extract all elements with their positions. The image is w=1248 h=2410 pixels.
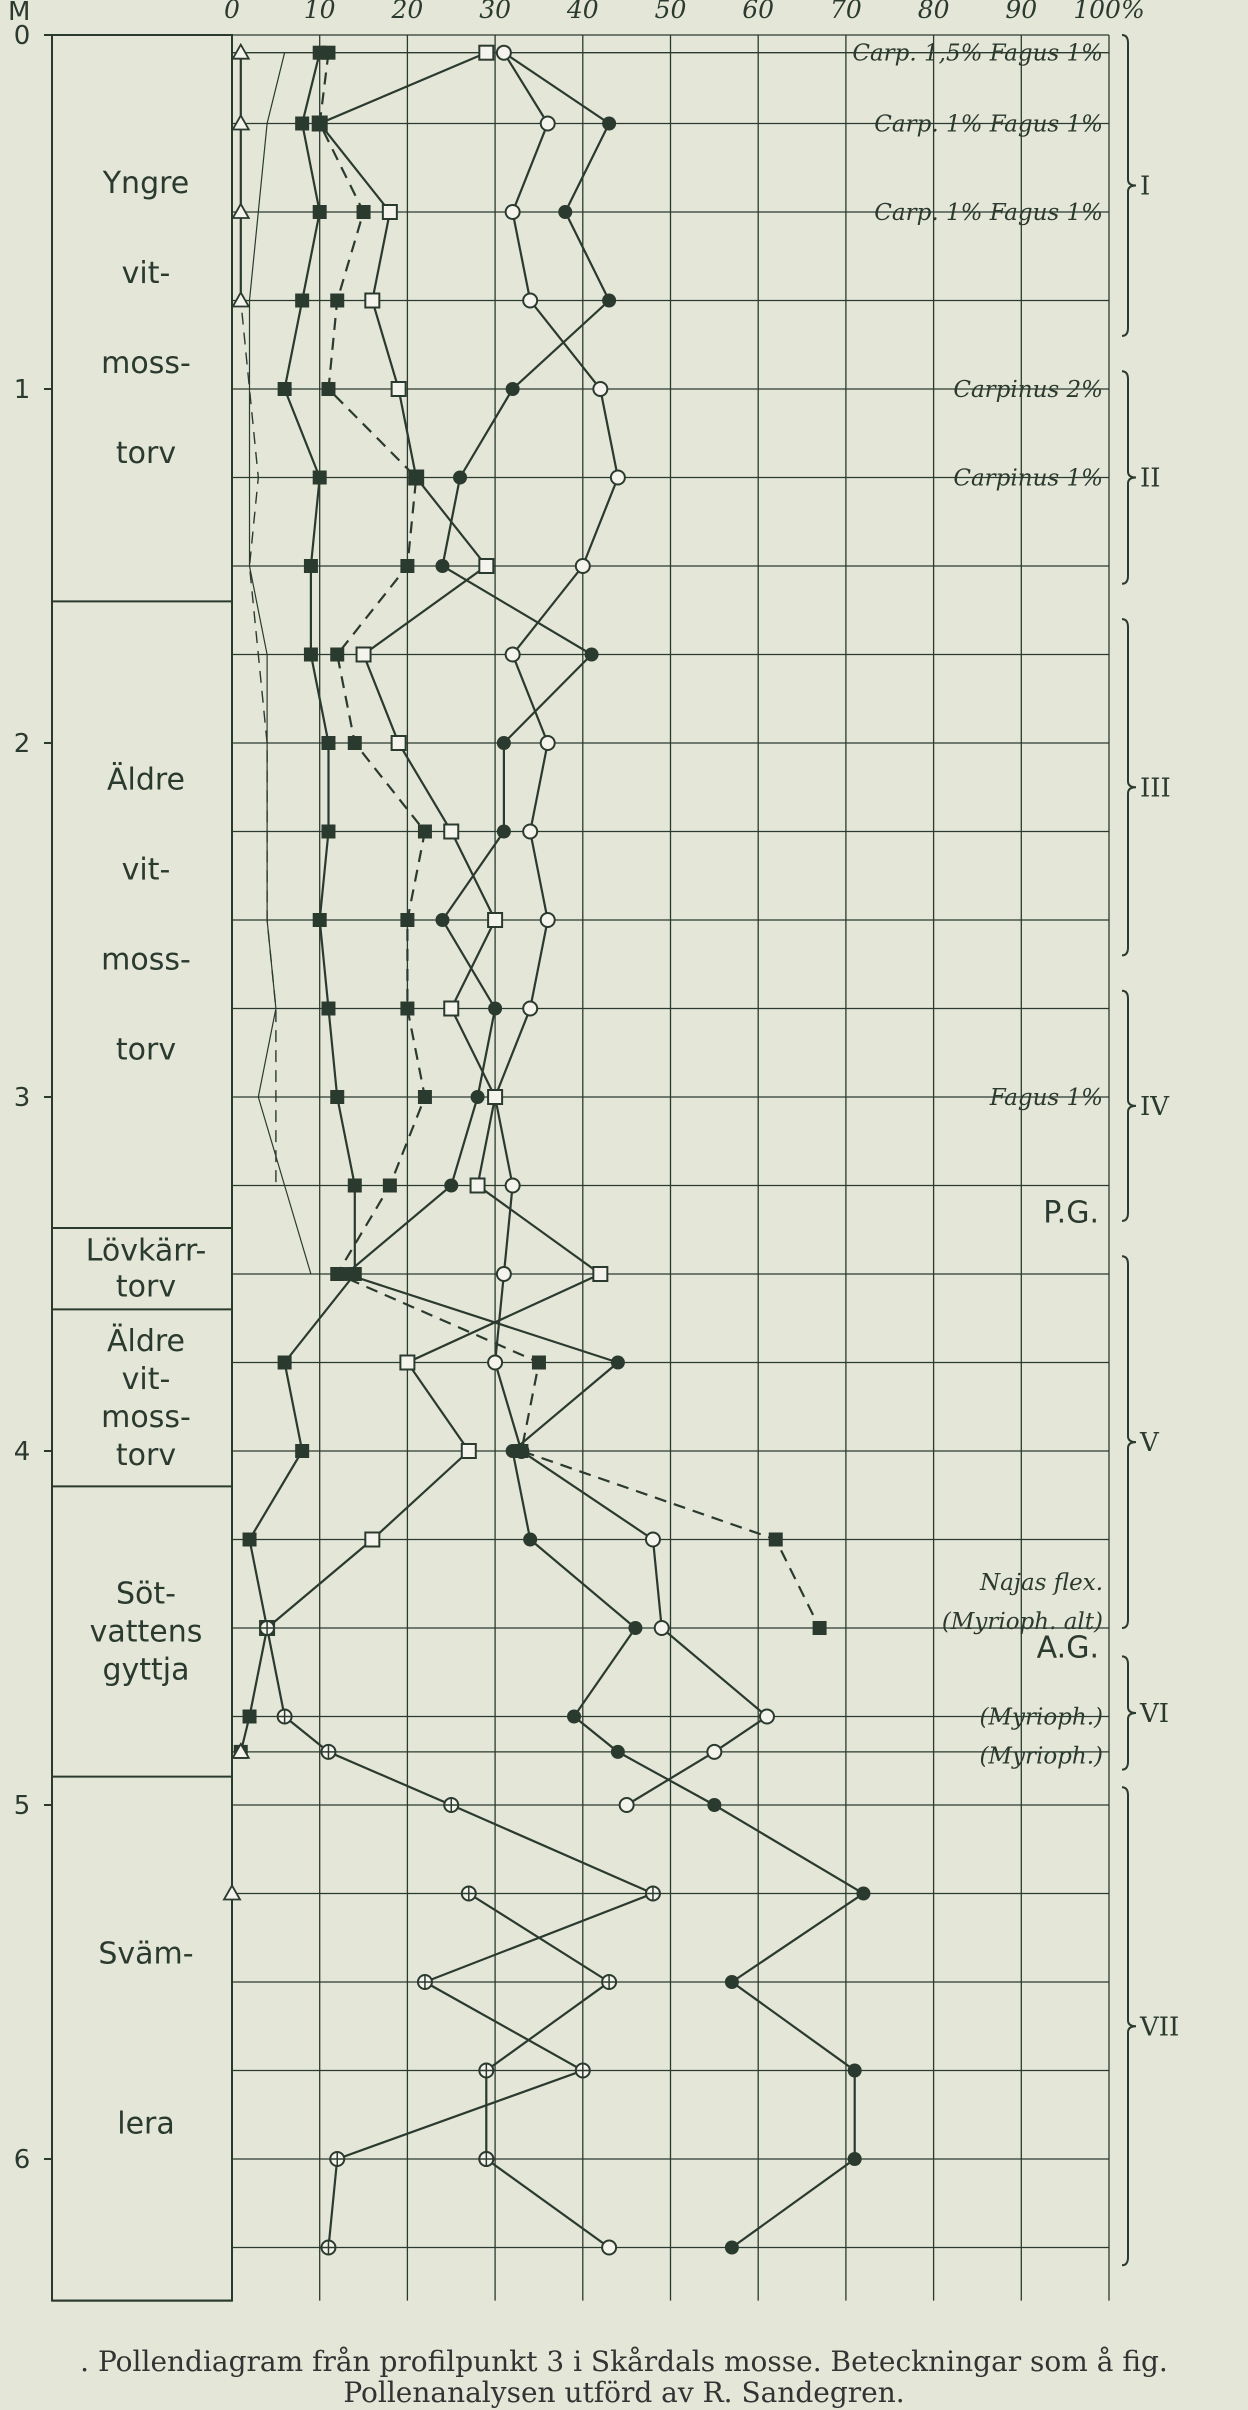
- data-point-filled-circle: [856, 1887, 870, 1901]
- x-tick-label: 30: [479, 0, 512, 24]
- data-point-open-square: [479, 559, 493, 573]
- data-point-filled-square-dashed: [418, 1090, 432, 1104]
- annotation-label: (Myrioph. alt): [941, 1608, 1103, 1635]
- data-point-open-circle: [593, 382, 607, 396]
- data-point-filled-circle: [435, 559, 449, 573]
- x-tick-label: 10: [303, 0, 336, 24]
- data-point-open-square: [383, 205, 397, 219]
- data-point-open-square: [357, 648, 371, 662]
- data-point-filled-circle: [725, 2241, 739, 2255]
- data-point-open-circle: [707, 1745, 721, 1759]
- data-point-open-square: [392, 382, 406, 396]
- zone-label: IV: [1140, 1091, 1170, 1122]
- data-point-filled-square: [304, 559, 318, 573]
- series-line-open-triangle: [232, 53, 241, 1894]
- data-point-open-circle: [646, 1533, 660, 1547]
- data-point-filled-square-dashed: [383, 1179, 397, 1193]
- data-point-cross-circle: [646, 1887, 660, 1901]
- data-point-open-circle: [523, 825, 537, 839]
- zone-bracket: [1122, 1656, 1136, 1769]
- strata-label: torv: [115, 1032, 177, 1068]
- data-point-filled-circle: [497, 825, 511, 839]
- annotation-label: (Myrioph.): [979, 1704, 1103, 1731]
- zone-bracket: [1122, 1256, 1136, 1628]
- data-point-cross-circle-b: [602, 1975, 616, 1989]
- strata-label: vit-: [121, 256, 171, 292]
- annotation-label: Carp. 1% Fagus 1%: [874, 111, 1103, 138]
- data-point-open-circle: [655, 1621, 669, 1635]
- data-point-open-circle: [541, 736, 555, 750]
- series-line-open-square: [267, 53, 600, 1628]
- y-tick-label: 1: [13, 375, 31, 405]
- annotation-label: Carp. 1,5% Fagus 1%: [852, 40, 1103, 67]
- data-point-filled-square-dashed: [418, 825, 432, 839]
- data-point-cross-circle-b: [479, 2064, 493, 2078]
- zone-label: I: [1140, 171, 1151, 202]
- data-point-cross-circle-b: [462, 1887, 476, 1901]
- data-point-filled-square: [295, 117, 309, 131]
- data-point-cross-circle: [278, 1710, 292, 1724]
- data-point-open-square: [593, 1267, 607, 1281]
- data-point-filled-circle: [725, 1975, 739, 1989]
- data-point-filled-circle: [585, 648, 599, 662]
- x-tick-label: 0: [224, 0, 240, 24]
- strata-label: Äldre: [106, 762, 186, 798]
- data-point-filled-square-dashed: [769, 1533, 783, 1547]
- data-point-open-square: [365, 294, 379, 308]
- data-point-open-circle: [620, 1798, 634, 1812]
- caption-line-2: Pollenanalysen utförd av R. Sandegren.: [343, 2376, 905, 2409]
- data-point-cross-circle: [321, 1745, 335, 1759]
- data-point-filled-square: [295, 294, 309, 308]
- x-tick-label: 70: [829, 0, 862, 24]
- data-point-open-square: [479, 46, 493, 60]
- data-point-filled-square: [304, 648, 318, 662]
- data-point-filled-square: [321, 1002, 335, 1016]
- strata-label: gyttja: [102, 1652, 190, 1688]
- y-axis-label: M: [8, 0, 31, 27]
- data-point-filled-square-dashed: [357, 205, 371, 219]
- y-tick-label: 2: [13, 729, 31, 759]
- zone-label: V: [1140, 1428, 1159, 1459]
- data-point-filled-square-dashed: [330, 1267, 344, 1281]
- data-point-open-circle: [611, 471, 625, 485]
- data-point-open-triangle: [233, 45, 249, 59]
- strata-label: Lövkärr-: [85, 1233, 207, 1269]
- zone-bracket: [1122, 991, 1136, 1221]
- data-point-filled-square: [278, 382, 292, 396]
- y-tick-label: 0: [13, 21, 31, 51]
- zone-label: VII: [1140, 2012, 1180, 2043]
- data-point-open-square: [462, 1444, 476, 1458]
- data-point-cross-circle: [576, 2064, 590, 2078]
- data-point-filled-circle: [602, 294, 616, 308]
- boundary-marker-label: P.G.: [1043, 1195, 1099, 1231]
- annotation-label: (Myrioph.): [979, 1743, 1103, 1770]
- data-point-filled-square: [348, 1179, 362, 1193]
- data-point-filled-circle: [506, 382, 520, 396]
- data-point-filled-square: [321, 825, 335, 839]
- annotation-label: Carp. 1% Fagus 1%: [874, 200, 1103, 226]
- series-line-open-circle: [486, 53, 767, 2248]
- data-point-cross-circle: [321, 2241, 335, 2255]
- x-tick-label: 40: [566, 0, 599, 24]
- series-line-filled-circle: [346, 53, 863, 2248]
- x-tick-label: 100%: [1073, 0, 1145, 24]
- strata-label: moss-: [101, 1399, 191, 1435]
- data-point-open-circle: [506, 648, 520, 662]
- data-point-filled-circle: [471, 1090, 485, 1104]
- data-point-open-square: [488, 1090, 502, 1104]
- data-point-filled-square-dashed: [813, 1621, 827, 1635]
- data-point-filled-circle: [453, 471, 467, 485]
- strata-label: moss-: [101, 346, 191, 382]
- strata-label: vit-: [121, 852, 171, 888]
- x-tick-label: 50: [654, 0, 687, 24]
- x-tick-label: 20: [391, 0, 424, 24]
- zone-bracket: [1122, 371, 1136, 583]
- data-point-filled-square-dashed: [348, 736, 362, 750]
- series-line-thin-line: [250, 53, 311, 1274]
- data-point-filled-square: [278, 1356, 292, 1370]
- data-point-filled-square-dashed: [330, 648, 344, 662]
- data-point-filled-circle: [444, 1179, 458, 1193]
- series-line-cross-circle: [267, 1628, 653, 2248]
- data-point-open-triangle: [233, 204, 249, 218]
- data-point-filled-circle: [567, 1710, 581, 1724]
- data-point-cross-circle: [260, 1621, 274, 1635]
- y-tick-label: 6: [13, 2145, 31, 2175]
- strata-label: lera: [117, 2106, 175, 2142]
- data-point-filled-square-dashed: [400, 913, 414, 927]
- strata-label: torv: [115, 436, 177, 472]
- strata-label: Söt-: [116, 1576, 176, 1612]
- y-tick-label: 5: [13, 1791, 31, 1821]
- data-point-filled-square-dashed: [409, 471, 423, 485]
- annotation-label: Fagus 1%: [989, 1085, 1103, 1111]
- data-point-filled-square-dashed: [321, 46, 335, 60]
- zone-label: III: [1140, 773, 1171, 804]
- data-point-open-square: [392, 736, 406, 750]
- x-tick-label: 90: [1005, 0, 1038, 24]
- annotation-label: Najas flex.: [979, 1569, 1103, 1596]
- series-line-dashed-line: [241, 53, 276, 1186]
- zone-label: VI: [1140, 1698, 1170, 1729]
- data-point-open-triangle: [224, 1886, 240, 1900]
- data-point-open-circle: [488, 1356, 502, 1370]
- data-point-open-square: [488, 913, 502, 927]
- data-point-open-circle: [602, 2241, 616, 2255]
- data-point-filled-square: [313, 471, 327, 485]
- data-point-open-square: [471, 1179, 485, 1193]
- strata-label: torv: [115, 1437, 177, 1473]
- strata-label: Sväm-: [98, 1936, 194, 1972]
- series-line-filled-square: [241, 53, 355, 1752]
- data-point-cross-circle-b: [479, 2152, 493, 2166]
- y-tick-label: 3: [13, 1083, 31, 1113]
- data-point-filled-circle: [611, 1745, 625, 1759]
- data-point-filled-square: [313, 913, 327, 927]
- annotation-label: Carpinus 2%: [953, 377, 1103, 403]
- zone-bracket: [1122, 619, 1136, 955]
- annotation-label: Carpinus 1%: [953, 465, 1103, 492]
- data-point-open-square: [444, 1002, 458, 1016]
- data-point-open-circle: [523, 1002, 537, 1016]
- series-line-filled-square-dashed: [320, 53, 820, 1628]
- strata-label: torv: [115, 1269, 177, 1305]
- data-point-open-circle: [541, 913, 555, 927]
- data-point-filled-circle: [611, 1356, 625, 1370]
- data-point-filled-circle: [497, 736, 511, 750]
- data-point-open-circle: [506, 1179, 520, 1193]
- data-point-open-circle: [497, 1267, 511, 1281]
- strata-label: moss-: [101, 942, 191, 978]
- data-point-filled-square-dashed: [330, 294, 344, 308]
- data-point-cross-circle: [444, 1798, 458, 1812]
- strata-label: Äldre: [106, 1323, 186, 1359]
- data-point-filled-circle: [435, 913, 449, 927]
- data-point-filled-circle: [628, 1621, 642, 1635]
- data-point-filled-square: [330, 1090, 344, 1104]
- data-point-cross-circle: [418, 1975, 432, 1989]
- data-point-open-circle: [523, 294, 537, 308]
- data-point-open-circle: [576, 559, 590, 573]
- boundary-marker-label: A.G.: [1036, 1630, 1099, 1666]
- data-point-open-circle: [760, 1710, 774, 1724]
- data-point-filled-circle: [707, 1798, 721, 1812]
- zone-label: II: [1140, 463, 1161, 494]
- data-point-filled-circle: [602, 117, 616, 131]
- data-point-filled-square: [243, 1533, 257, 1547]
- series-line-cross-circle-b: [469, 1894, 609, 2160]
- data-point-filled-circle: [558, 205, 572, 219]
- strata-label: Yngre: [102, 166, 190, 202]
- y-tick-label: 4: [13, 1437, 31, 1467]
- data-point-filled-square: [243, 1710, 257, 1724]
- data-point-open-circle: [541, 117, 555, 131]
- data-point-filled-circle: [848, 2152, 862, 2166]
- data-point-filled-square: [321, 736, 335, 750]
- x-tick-label: 60: [742, 0, 775, 24]
- data-point-filled-square-dashed: [532, 1356, 546, 1370]
- caption-line-1: . Pollendiagram från profilpunkt 3 i Skårdals mosse. Beteckningar som å fig.: [80, 2345, 1168, 2378]
- data-point-open-circle: [497, 46, 511, 60]
- data-point-open-square: [400, 1356, 414, 1370]
- data-point-filled-square-dashed: [514, 1444, 528, 1458]
- data-point-filled-circle: [523, 1533, 537, 1547]
- data-point-open-square: [365, 1533, 379, 1547]
- data-point-open-circle: [506, 205, 520, 219]
- data-point-filled-square-dashed: [313, 117, 327, 131]
- data-point-filled-square-dashed: [400, 559, 414, 573]
- data-point-filled-square-dashed: [400, 1002, 414, 1016]
- zone-bracket: [1122, 1787, 1136, 2265]
- data-point-filled-square: [313, 205, 327, 219]
- strata-label: vit-: [121, 1361, 171, 1397]
- data-point-filled-circle: [488, 1002, 502, 1016]
- x-tick-label: 80: [917, 0, 950, 24]
- data-point-cross-circle: [330, 2152, 344, 2166]
- data-point-open-triangle: [233, 293, 249, 307]
- data-point-open-triangle: [233, 116, 249, 130]
- strata-label: vattens: [89, 1614, 203, 1650]
- data-point-filled-circle: [848, 2064, 862, 2078]
- data-point-open-square: [444, 825, 458, 839]
- zone-bracket: [1122, 35, 1136, 336]
- data-point-filled-square: [348, 1267, 362, 1281]
- data-point-filled-square: [295, 1444, 309, 1458]
- data-point-filled-square-dashed: [321, 382, 335, 396]
